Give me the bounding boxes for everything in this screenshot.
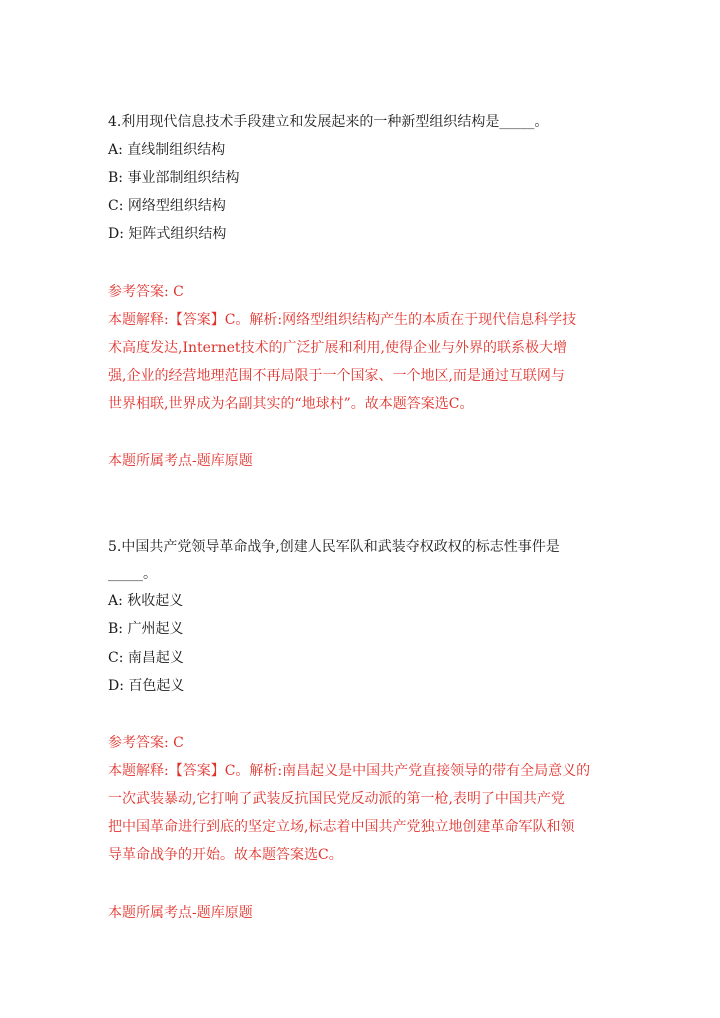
question-4-explanation-line: 世界相联,世界成为名副其实的“地球村”。故本题答案选C。 bbox=[108, 396, 474, 412]
question-5-explanation-line: 导革命战争的开始。故本题答案选C。 bbox=[108, 847, 343, 863]
question-4-option-b: B: 事业部制组织结构 bbox=[108, 170, 240, 186]
question-5-source: 本题所属考点-题库原题 bbox=[108, 905, 253, 921]
question-4-option-c: C: 网络型组织结构 bbox=[108, 198, 226, 214]
question-5-option-c: C: 南昌起义 bbox=[108, 650, 184, 666]
question-5-answer: 参考答案: C bbox=[108, 735, 184, 751]
question-4-answer: 参考答案: C bbox=[108, 284, 184, 300]
question-4-explanation-line: 术高度发达,Internet技术的广泛扩展和利用,使得企业与外界的联系极大增 bbox=[108, 340, 567, 356]
question-4-option-d: D: 矩阵式组织结构 bbox=[108, 226, 227, 242]
question-5-explanation-line: 一次武装暴动,它打响了武装反抗国民党反动派的第一枪,表明了中国共产党 bbox=[108, 791, 565, 807]
question-5-option-a: A: 秋收起义 bbox=[108, 593, 184, 609]
question-5-option-b: B: 广州起义 bbox=[108, 621, 184, 637]
question-4-stem: 4.利用现代信息技术手段建立和发展起来的一种新型组织结构是_____。 bbox=[108, 114, 549, 130]
question-5-option-d: D: 百色起义 bbox=[108, 678, 185, 694]
question-5-explanation-line: 本题解释:【答案】C。解析:南昌起义是中国共产党直接领导的带有全局意义的 bbox=[108, 763, 591, 779]
question-4-explanation-line: 强,企业的经营地理范围不再局限于一个国家、一个地区,而是通过互联网与 bbox=[108, 368, 565, 384]
question-5-stem-continued: _____。 bbox=[108, 566, 157, 582]
question-5-explanation-line: 把中国革命进行到底的坚定立场,标志着中国共产党独立地创建革命军队和领 bbox=[108, 819, 575, 835]
question-4-option-a: A: 直线制组织结构 bbox=[108, 142, 226, 158]
question-5-stem: 5.中国共产党领导革命战争,创建人民军队和武装夺权政权的标志性事件是 bbox=[108, 539, 560, 555]
question-4-explanation-line: 本题解释:【答案】C。解析:网络型组织结构产生的本质在于现代信息科学技 bbox=[108, 312, 577, 328]
question-4-source: 本题所属考点-题库原题 bbox=[108, 453, 253, 469]
